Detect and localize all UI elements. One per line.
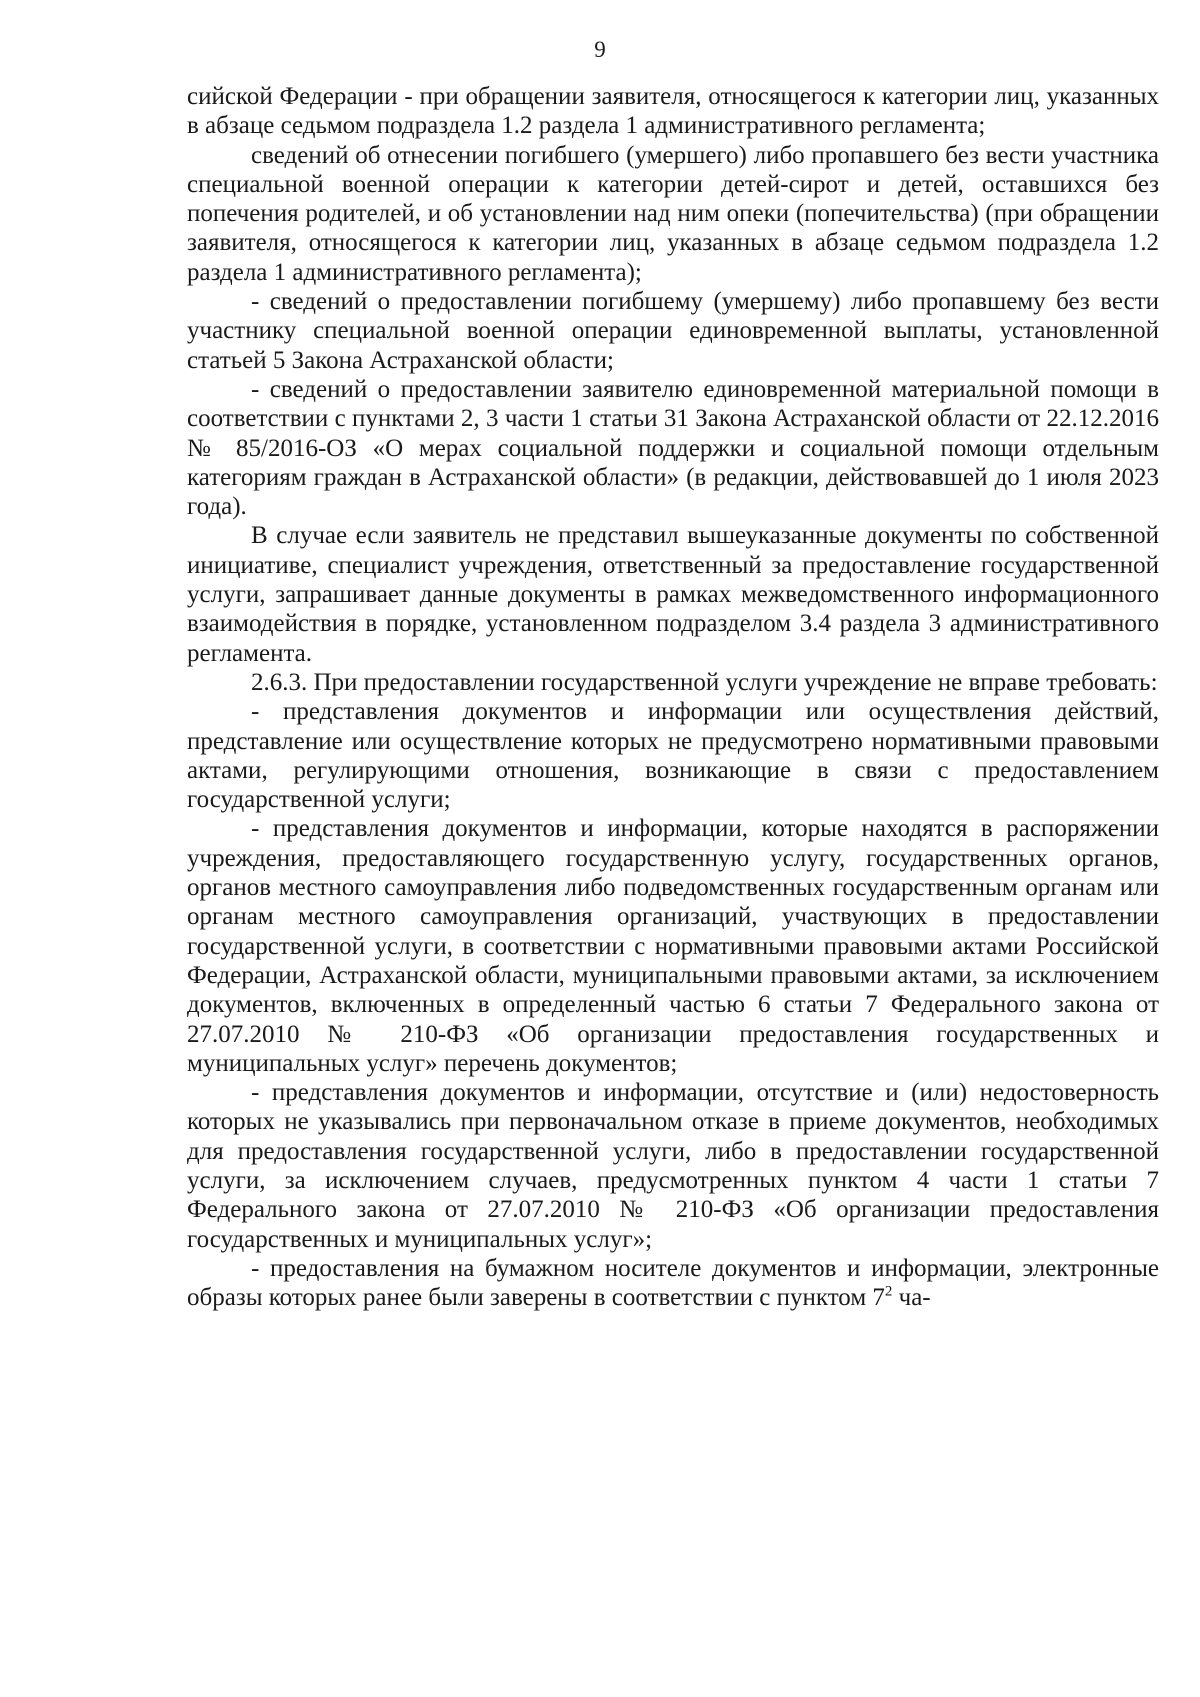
paragraph-8: - представления документов и информации, которые находятся в распоряжении учреждения, предоставляющего государственную услугу, государственных органов, органов местного самоуправления либо подведомственных государственным органам или органам местного самоуправления организаций, участвующих в предоставлении государственной услуги, в соответствии с нормативными правовыми актами Российской Федерации, Астраханской области, муниципальными правовыми актами, за исключением документов, включенных в определенный частью 6 статьи 7 Федерального закона от 27.07.2010 № 210-ФЗ «Об организации предоставления государственных и муниципальных услуг» перечень документов; [187,815,1159,1077]
document-body [187,82,1159,1312]
paragraph-10 [187,1254,1159,1313]
paragraph-3: - сведений о предоставлении погибшему (умершему) либо пропавшему без вести участнику специальной военной операции единовременной выплаты, установленной статьей 5 Закона Астраханской области; [187,288,1159,374]
paragraph-4: - сведений о предоставлении заявителю единовременной материальной помощи в соответствии с пунктами 2, 3 части 1 статьи 31 Закона Астраханской области от 22.12.2016 № 85/2016-ОЗ «О мерах социальной поддержки и социальной помощи отдельным категориям граждан в Астраханской области» (в редакции, действовавшей до 1 июля 2023 года). [187,375,1159,521]
paragraph-10-tail: ча- [892,1284,931,1312]
paragraph-1: сийской Федерации - при обращении заявителя, относящегося к категории лиц, указанных в абзаце седьмом подраздела 1.2 раздела 1 административного регламента; [187,83,1159,140]
paragraph-5: В случае если заявитель не представил вышеуказанные документы по собственной инициативе, специалист учреждения, ответственный за предоставление государственной услуги, запрашивает данные документы в рамках межведомственного информационного взаимодействия в порядке, установленном подразделом 3.4 раздела 3 административного регламента. [187,522,1159,667]
paragraph-9: - представления документов и информации, отсутствие и (или) недостоверность которых не указывались при первоначальном отказе в приеме документов, необходимых для предоставления государственной услуги, либо в предоставлении государственной услуги, за исключением случаев, предусмотренных пунктом 4 части 1 статьи 7 Федерального закона от 27.07.2010 № 210-ФЗ «Об организации предоставления государственных и муниципальных услуг»; [187,1079,1159,1253]
page-number: 9 [594,37,606,62]
paragraph-6: 2.6.3. При предоставлении государственной услуги учреждение не вправе требовать: [251,668,1158,696]
paragraph-2: сведений об отнесении погибшего (умершего) либо пропавшего без вести участника специальной военной операции к категории детей-сирот и детей, оставшихся без попечения родителей, и об установлении над ним опеки (попечительства) (при обращении заявителя, относящегося к категории лиц, указанных в абзаце седьмом подраздела 1.2 раздела 1 административного регламента); [187,141,1159,286]
paragraph-7: - представления документов и информации или осуществления действий, представление или осуществление которых не предусмотрено нормативными правовыми актами, регулирующими отношения, возникающие в связи с предоставлением государственной услуги; [187,698,1159,814]
superscript: 2 [884,1283,893,1300]
paragraph-10-text: - предоставления на бумажном носителе документов и информации, электронные образы которых ранее были заверены в соответствии с пунктом 7 [187,1254,1159,1312]
